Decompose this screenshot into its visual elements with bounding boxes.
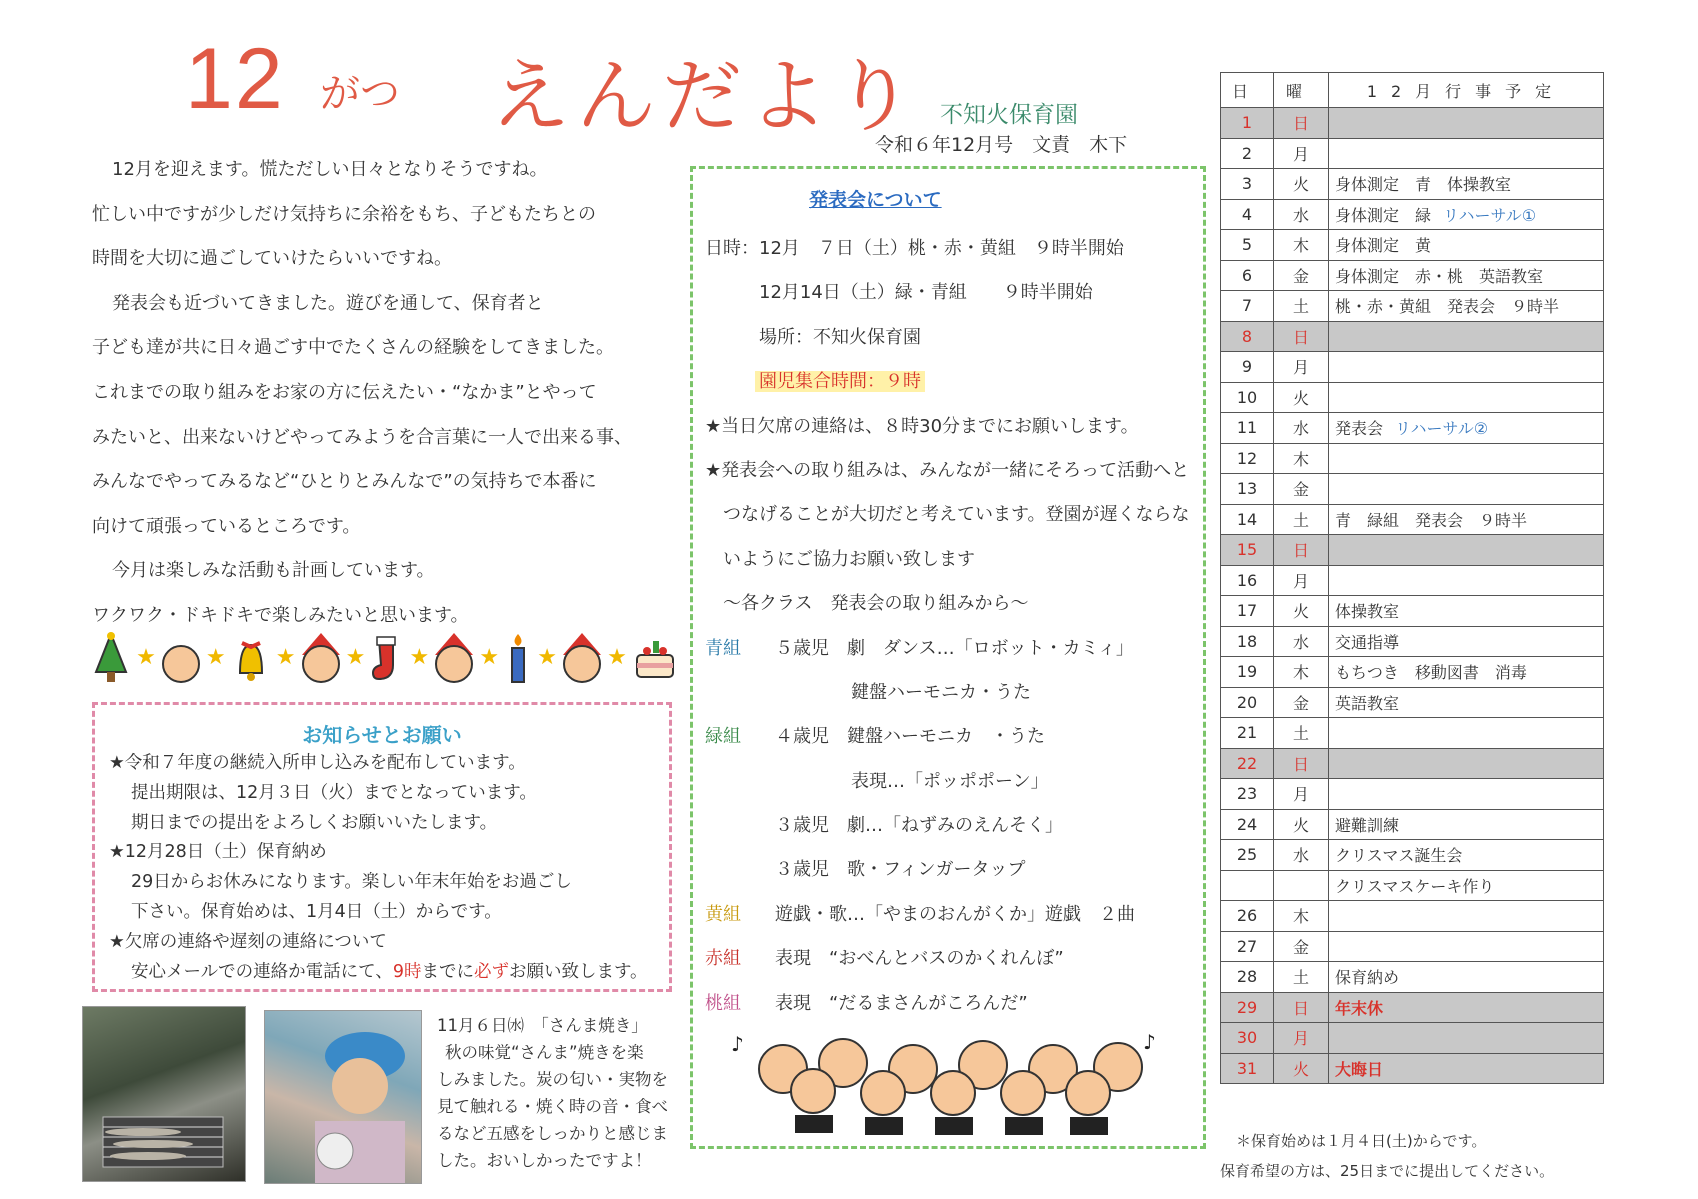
- day-cell: 17: [1221, 596, 1274, 627]
- weekday-cell: 火: [1274, 169, 1329, 200]
- table-row: [1221, 352, 1604, 383]
- caption-line: した。おいしかったですよ！: [437, 1151, 652, 1170]
- santa-child-icon: [302, 633, 340, 683]
- event-cell: [1329, 687, 1604, 718]
- star-icon: ★: [537, 645, 557, 670]
- weekday-cell: 月: [1274, 565, 1329, 596]
- class-program: ３歳児 劇…「ねずみのえんそく」: [775, 815, 1063, 837]
- table-row: [1221, 840, 1604, 871]
- gather-time: 園児集合時間：９時: [755, 371, 925, 392]
- attendance-note: つなげることが大切だと考えています。登園が遅くならな: [723, 504, 1190, 526]
- table-row: [1221, 138, 1604, 169]
- weekday-cell: 木: [1274, 901, 1329, 932]
- table-row: [1221, 199, 1604, 230]
- christmas-decoration-row: [92, 628, 677, 688]
- weekday-cell: 木: [1274, 443, 1329, 474]
- table-row: [1221, 230, 1604, 261]
- class-label: 青組: [705, 637, 741, 659]
- event-cell: [1329, 596, 1604, 627]
- santa-child-icon: [563, 633, 601, 683]
- table-row: [1221, 443, 1604, 474]
- weekday-cell: 金: [1274, 260, 1329, 291]
- grilling-photo: [82, 1006, 246, 1182]
- event-text: 身体測定 緑: [1335, 205, 1432, 225]
- caption-line: 11月６日㈬ 「さんま焼き」: [437, 1016, 648, 1035]
- weekday-cell: 日: [1274, 535, 1329, 566]
- intro-line: みたいと、出来ないけどやってみようを合言葉に一人で出来る事、: [92, 426, 632, 448]
- event-cell: [1329, 108, 1604, 139]
- intro-line: 向けて頑張っているところです。: [92, 515, 361, 537]
- intro-line: 今月は楽しみな活動も計画しています。: [112, 560, 435, 582]
- weekday-cell: 金: [1274, 931, 1329, 962]
- weekday-cell: 火: [1274, 1053, 1329, 1084]
- svg-text:♪: ♪: [1143, 1030, 1156, 1054]
- weekday-cell: 火: [1274, 809, 1329, 840]
- weekday-cell: 月: [1274, 352, 1329, 383]
- day-cell: 25: [1221, 840, 1274, 871]
- event-cell: [1329, 169, 1604, 200]
- table-row: [1221, 901, 1604, 932]
- event-cell: [1329, 657, 1604, 688]
- header-day: 日: [1221, 73, 1274, 108]
- event-cell: [1329, 718, 1604, 749]
- day-cell: 23: [1221, 779, 1274, 810]
- day-cell: 27: [1221, 931, 1274, 962]
- gather-time-row: [705, 360, 1205, 404]
- schedule-table: [1220, 72, 1604, 1084]
- event-cell: [1329, 382, 1604, 413]
- notice-body: [109, 749, 669, 987]
- event-text: 英語教室: [1335, 693, 1400, 713]
- event-cell: [1329, 230, 1604, 261]
- day-cell: 3: [1221, 169, 1274, 200]
- event-cell: [1329, 962, 1604, 993]
- day-cell: 19: [1221, 657, 1274, 688]
- weekday-cell: 火: [1274, 382, 1329, 413]
- event-cell: [1329, 1023, 1604, 1054]
- event-text: 避難訓練: [1335, 815, 1400, 835]
- event-cell: [1329, 321, 1604, 352]
- day-cell: 15: [1221, 535, 1274, 566]
- title-month-suffix: がつ: [320, 71, 400, 117]
- class-row-mido: [705, 715, 1205, 759]
- event-text: クリスマスケーキ作り: [1335, 876, 1495, 896]
- notice-text: までに: [421, 961, 474, 982]
- day-cell: 24: [1221, 809, 1274, 840]
- event-cell: [1329, 199, 1604, 230]
- weekday-cell: 火: [1274, 596, 1329, 627]
- day-cell: 16: [1221, 565, 1274, 596]
- event-cell: [1329, 626, 1604, 657]
- event-cell: [1329, 1053, 1604, 1084]
- day-cell: [1221, 870, 1274, 901]
- header-events: 12月行事予定: [1329, 73, 1604, 108]
- day-cell: 13: [1221, 474, 1274, 505]
- table-row: [1221, 169, 1604, 200]
- table-row: [1221, 687, 1604, 718]
- event-cell: [1329, 413, 1604, 444]
- weekday-cell: 水: [1274, 626, 1329, 657]
- table-row: [1221, 382, 1604, 413]
- caption-line: るなど五感をしっかりと感じま: [437, 1124, 668, 1143]
- notice-text: お願い致します。: [508, 961, 648, 982]
- attendance-note: いようにご協力お願い致します: [723, 548, 975, 570]
- event-cell: [1329, 931, 1604, 962]
- star-icon: ★: [607, 645, 627, 670]
- star-icon: ★: [205, 645, 226, 670]
- cake-icon: [633, 635, 677, 681]
- event-cell: [1329, 870, 1604, 901]
- day-cell: 1: [1221, 108, 1274, 139]
- recital-body: [705, 227, 1205, 1026]
- rehearsal-text: リハーサル②: [1395, 419, 1489, 439]
- notice-box: [92, 702, 672, 992]
- weekday-cell: 日: [1274, 321, 1329, 352]
- day-cell: 14: [1221, 504, 1274, 535]
- event-cell: [1329, 535, 1604, 566]
- table-row: [1221, 260, 1604, 291]
- schedule-footnote: ＊保育始めは１月４日(土)からです。: [1236, 1132, 1487, 1150]
- title-month-number: 12: [185, 31, 285, 127]
- class-row-momo: [705, 982, 1205, 1026]
- weekday-cell: 月: [1274, 1023, 1329, 1054]
- intro-line: 子ども達が共に日々過ごす中でたくさんの経験をしてきました。: [92, 337, 614, 359]
- child-photo: [264, 1010, 422, 1184]
- day-cell: 11: [1221, 413, 1274, 444]
- weekday-cell: 日: [1274, 748, 1329, 779]
- day-cell: 21: [1221, 718, 1274, 749]
- table-row: [1221, 565, 1604, 596]
- intro-line: 忙しい中ですが少しだけ気持ちに余裕をもち、子どもたちとの: [92, 203, 596, 225]
- issue-info: 令和６年12月号 文責 木下: [875, 134, 1128, 156]
- christmas-tree-icon: [92, 632, 130, 684]
- event-text: 発表会: [1335, 419, 1384, 439]
- event-text: 保育納め: [1335, 968, 1400, 988]
- class-row-ki: [705, 893, 1205, 937]
- notice-line: ★令和７年度の継続入所申し込みを配布しています。: [109, 753, 526, 773]
- event-cell: [1329, 901, 1604, 932]
- rehearsal-text: リハーサル①: [1443, 205, 1537, 225]
- table-row: [1221, 809, 1604, 840]
- weekday-cell: 木: [1274, 657, 1329, 688]
- notice-line: ★12月28日（土）保育納め: [109, 842, 327, 863]
- school-name: 不知火保育園: [940, 102, 1078, 128]
- table-row: [1221, 748, 1604, 779]
- class-program: 表現 “おべんとバスのかくれんぼ”: [775, 948, 1064, 970]
- star-icon: ★: [345, 645, 366, 670]
- class-program: 表現…「ポッポポーン」: [851, 770, 1049, 792]
- weekday-cell: 月: [1274, 779, 1329, 810]
- weekday-cell: 日: [1274, 992, 1329, 1023]
- schedule-body: [1221, 108, 1604, 1084]
- weekday-cell: 水: [1274, 840, 1329, 871]
- stocking-icon: [371, 633, 403, 683]
- day-cell: 29: [1221, 992, 1274, 1023]
- event-text: 身体測定 青 体操教室: [1335, 175, 1512, 195]
- day-cell: 8: [1221, 321, 1274, 352]
- event-cell: [1329, 809, 1604, 840]
- weekday-cell: 水: [1274, 199, 1329, 230]
- day-cell: 4: [1221, 199, 1274, 230]
- event-text: 交通指導: [1335, 632, 1400, 652]
- table-row: [1221, 1053, 1604, 1084]
- intro-line: 12月を迎えます。慌ただしい日々となりそうですね。: [112, 159, 548, 180]
- weekday-cell: [1274, 870, 1329, 901]
- deadline-time: 9時: [392, 961, 422, 982]
- weekday-cell: 水: [1274, 413, 1329, 444]
- table-row: [1221, 596, 1604, 627]
- weekday-cell: 日: [1274, 108, 1329, 139]
- day-cell: 31: [1221, 1053, 1274, 1084]
- star-icon: ★: [409, 645, 430, 670]
- event-cell: [1329, 291, 1604, 322]
- bell-icon: [232, 633, 270, 683]
- weekday-cell: 土: [1274, 291, 1329, 322]
- svg-text:♪: ♪: [731, 1032, 744, 1056]
- class-label: 桃組: [705, 992, 741, 1014]
- event-cell: [1329, 992, 1604, 1023]
- table-row: [1221, 870, 1604, 901]
- event-cell: [1329, 474, 1604, 505]
- notice-line: ★欠席の連絡や遅刻の連絡について: [109, 931, 387, 952]
- notice-line: 下さい。保育始めは、1月4日（土）からです。: [131, 901, 502, 922]
- recital-title: 発表会について: [809, 189, 942, 211]
- intro-line: 発表会も近づいてきました。遊びを通して、保育者と: [112, 292, 544, 314]
- weekday-cell: 土: [1274, 718, 1329, 749]
- event-cell: [1329, 260, 1604, 291]
- day-cell: 30: [1221, 1023, 1274, 1054]
- weekday-cell: 木: [1274, 230, 1329, 261]
- event-cell: [1329, 352, 1604, 383]
- event-text: クリスマス誕生会: [1335, 846, 1463, 866]
- attendance-note: ★発表会への取り組みは、みんなが一緒にそろって活動へと: [705, 459, 1190, 481]
- day-cell: 5: [1221, 230, 1274, 261]
- event-text: 大晦日: [1335, 1059, 1384, 1079]
- table-row: [1221, 992, 1604, 1023]
- class-label: 赤組: [705, 948, 741, 970]
- class-label: 黄組: [705, 903, 741, 925]
- event-cell: [1329, 779, 1604, 810]
- table-row: [1221, 535, 1604, 566]
- table-row: [1221, 321, 1604, 352]
- star-icon: ★: [136, 645, 156, 670]
- recital-date-1: 日時：12月 ７日（土）桃・赤・黄組 ９時半開始: [705, 238, 1124, 259]
- event-text: 体操教室: [1335, 602, 1400, 622]
- intro-line: みんなでやってみるなど“ひとりとみんなで”の気持ちで本番に: [92, 471, 597, 493]
- day-cell: 7: [1221, 291, 1274, 322]
- event-cell: [1329, 565, 1604, 596]
- event-text: 桃・赤・黄組 発表会 ９時半: [1335, 297, 1560, 317]
- table-row: [1221, 474, 1604, 505]
- table-row: [1221, 779, 1604, 810]
- weekday-cell: 金: [1274, 687, 1329, 718]
- header-weekday: 曜: [1274, 73, 1329, 108]
- table-row: [1221, 1023, 1604, 1054]
- day-cell: 12: [1221, 443, 1274, 474]
- class-label: 緑組: [705, 726, 741, 748]
- notice-title: お知らせとお願い: [302, 723, 462, 747]
- table-row: [1221, 931, 1604, 962]
- intro-line: ワクワク・ドキドキで楽しみたいと思います。: [92, 604, 469, 626]
- notice-line: [109, 958, 669, 988]
- page-title: えんだより: [490, 50, 920, 143]
- table-row: [1221, 962, 1604, 993]
- caption-line: しみました。炭の匂い・実物を: [437, 1070, 668, 1089]
- star-icon: ★: [275, 645, 296, 670]
- child-face-icon: [162, 633, 200, 683]
- notice-line: 期日までの提出をよろしくお願いいたします。: [131, 812, 498, 833]
- weekday-cell: 金: [1274, 474, 1329, 505]
- day-cell: 18: [1221, 626, 1274, 657]
- notice-line: 提出期限は、12月３日（火）までとなっています。: [131, 782, 537, 803]
- intro-line: 時間を大切に過ごしていけたらいいですね。: [92, 248, 452, 270]
- event-text: 青 緑組 発表会 ９時半: [1335, 510, 1528, 530]
- table-header: [1221, 73, 1604, 108]
- intro-line: これまでの取り組みをお家の方に伝えたい・“なかま”とやって: [92, 381, 597, 403]
- class-row-ao: [705, 627, 1205, 671]
- recital-place: 場所：不知火保育園: [759, 326, 921, 348]
- recital-info-box: [690, 166, 1206, 1149]
- absence-note: ★当日欠席の連絡は、８時30分までにお願いします。: [705, 415, 1139, 437]
- photo-caption: [437, 1012, 677, 1174]
- event-text: もちつき 移動図書 消毒: [1335, 663, 1527, 683]
- emphasis-text: 必ず: [473, 961, 509, 982]
- weekday-cell: 月: [1274, 138, 1329, 169]
- event-cell: [1329, 138, 1604, 169]
- table-row: [1221, 626, 1604, 657]
- class-section-heading: ～各クラス 発表会の取り組みから～: [723, 593, 1029, 615]
- star-icon: ★: [479, 645, 500, 670]
- table-row: [1221, 291, 1604, 322]
- recital-date-2: 12月14日（土）緑・青組 ９時半開始: [759, 282, 1093, 304]
- caption-line: 秋の味覚“さんま”焼きを楽: [445, 1043, 644, 1062]
- class-program: ３歳児 歌・フィンガータップ: [775, 859, 1026, 881]
- event-text: 身体測定 赤・桃 英語教室: [1335, 266, 1544, 286]
- intro-text: [92, 148, 682, 639]
- table-row: [1221, 718, 1604, 749]
- class-program: 鍵盤ハーモニカ・うた: [851, 681, 1031, 703]
- class-program: 表現 “だるまさんがころんだ”: [775, 992, 1028, 1014]
- weekday-cell: 土: [1274, 504, 1329, 535]
- schedule-footnote: 保育希望の方は、25日までに提出してください。: [1220, 1162, 1555, 1180]
- santa-child-icon: [435, 633, 473, 683]
- event-cell: [1329, 443, 1604, 474]
- day-cell: 20: [1221, 687, 1274, 718]
- table-row: [1221, 413, 1604, 444]
- table-row: [1221, 108, 1604, 139]
- class-program: ４歳児 鍵盤ハーモニカ ・うた: [775, 726, 1045, 748]
- singing-children-illustration: [723, 1029, 1173, 1139]
- event-cell: [1329, 840, 1604, 871]
- day-cell: 2: [1221, 138, 1274, 169]
- event-cell: [1329, 504, 1604, 535]
- notice-line: 29日からお休みになります。楽しい年末年始をお過ごし: [131, 872, 572, 893]
- table-row: [1221, 504, 1604, 535]
- day-cell: 9: [1221, 352, 1274, 383]
- notice-text: 安心メールでの連絡か電話にて、: [131, 961, 393, 982]
- class-program: 遊戯・歌…「やまのおんがくか」遊戯 ２曲: [775, 903, 1135, 925]
- caption-line: 見て触れる・焼く時の音・食べ: [437, 1097, 668, 1116]
- day-cell: 26: [1221, 901, 1274, 932]
- day-cell: 10: [1221, 382, 1274, 413]
- event-text: 年末休: [1335, 998, 1384, 1018]
- candle-icon: [505, 632, 531, 684]
- table-row: [1221, 657, 1604, 688]
- day-cell: 28: [1221, 962, 1274, 993]
- day-cell: 22: [1221, 748, 1274, 779]
- class-program: ５歳児 劇 ダンス…「ロボット・カミィ」: [775, 637, 1134, 659]
- event-text: 身体測定 黄: [1335, 236, 1432, 256]
- event-cell: [1329, 748, 1604, 779]
- class-row-aka: [705, 937, 1205, 981]
- weekday-cell: 土: [1274, 962, 1329, 993]
- day-cell: 6: [1221, 260, 1274, 291]
